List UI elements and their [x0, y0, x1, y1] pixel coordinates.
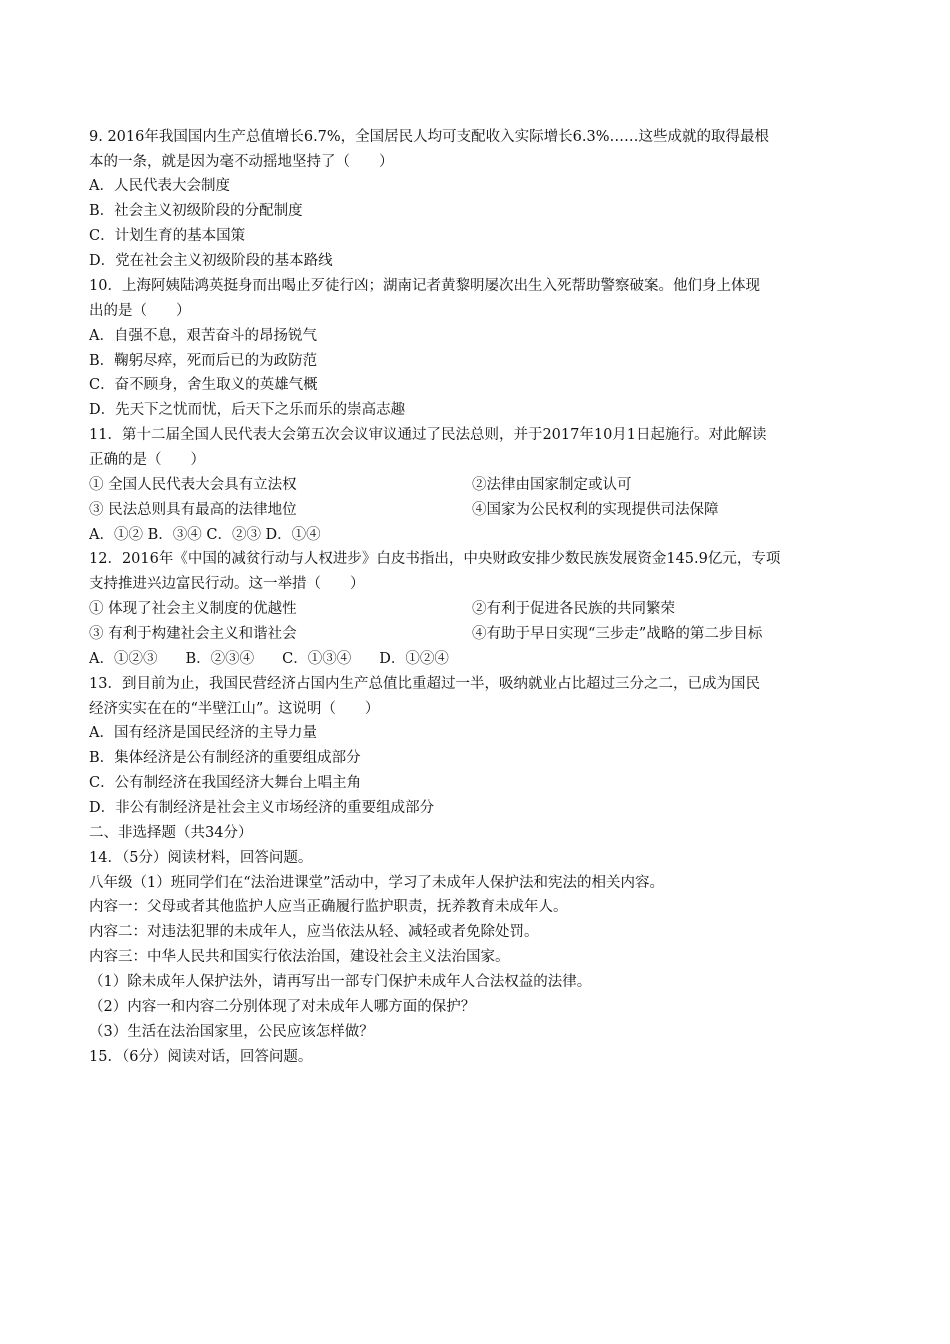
q12-stem-line-1: 12．2016年《中国的减贫行动与人权进步》白皮书指出，中央财政安排少数民族发展资金145.9亿元，专项: [89, 551, 781, 567]
q9-option-c: C．计划生育的基本国策: [89, 228, 246, 244]
q14-heading: 14．（5分）阅读材料，回答问题。: [89, 850, 313, 866]
q12-statement-3: ③ 有利于构建社会主义和谐社会: [89, 626, 297, 642]
q10-option-b: B．鞠躬尽瘁，死而后已的为政防范: [89, 353, 318, 369]
q12-statement-4: ④有助于早日实现“三步走”战略的第二步目标: [472, 626, 763, 642]
q12-options: [89, 648, 869, 670]
q12-statements-row-2: [89, 623, 869, 645]
q11-options: A．①② B．③④ C．②③ D．①④: [89, 527, 321, 543]
q11-statements-row-1: [89, 474, 869, 496]
q14-content-2: 内容二：对违法犯罪的未成年人，应当依法从轻、减轻或者免除处罚。: [89, 924, 539, 940]
q14-prompt-3: （3）生活在法治国家里，公民应该怎样做？: [89, 1024, 374, 1040]
section-2-title: 二、非选择题（共34分）: [89, 825, 253, 841]
q11-statement-4: ④国家为公民权利的实现提供司法保障: [472, 502, 719, 518]
q10-option-d: D．先天下之忧而忧，后天下之乐而乐的崇高志趣: [89, 402, 406, 418]
q10-option-c: C．奋不顾身，舍生取义的英雄气概: [89, 377, 318, 393]
q13-option-c: C．公有制经济在我国经济大舞台上唱主角: [89, 775, 362, 791]
q9-option-b: B．社会主义初级阶段的分配制度: [89, 203, 303, 219]
q12-option-d: D．①②④: [379, 651, 449, 667]
q10-stem-line-1: 10．上海阿姨陆鸿英挺身而出喝止歹徒行凶；湖南记者黄黎明屡次出生入死帮助警察破案。他们身上体现: [89, 278, 760, 294]
q13-stem-line-1: 13．到目前为止，我国民营经济占国内生产总值比重超过一半，吸纳就业占比超过三分之二，已成为国民: [89, 676, 760, 692]
q12-option-c: C．①③④: [282, 651, 352, 667]
q13-option-a: A．国有经济是国民经济的主导力量: [89, 725, 317, 741]
q9-option-d: D．党在社会主义初级阶段的基本路线: [89, 253, 333, 269]
q14-intro: 八年级（1）班同学们在“法治进课堂”活动中，学习了未成年人保护法和宪法的相关内容。: [89, 875, 665, 891]
q13-stem-line-2: 经济实实在在的“半壁江山”。这说明（ ）: [89, 701, 380, 717]
q12-statements-row-1: [89, 598, 869, 620]
q12-option-a: A．①②③: [89, 651, 158, 667]
q11-statement-2: ②法律由国家制定或认可: [472, 477, 632, 493]
q11-statements-row-2: [89, 499, 869, 521]
q9-option-a: A．人民代表大会制度: [89, 178, 230, 194]
q12-option-b: B．②③④: [185, 651, 255, 667]
q11-statement-1: ① 全国人民代表大会具有立法权: [89, 477, 297, 493]
q13-option-d: D．非公有制经济是社会主义市场经济的重要组成部分: [89, 800, 435, 816]
q11-stem-line-2: 正确的是（ ）: [89, 452, 205, 468]
q11-stem-line-1: 11．第十二届全国人民代表大会第五次会议审议通过了民法总则，并于2017年10月1日起施行。对此解读: [89, 427, 767, 443]
q14-content-1: 内容一：父母或者其他监护人应当正确履行监护职责，抚养教育未成年人。: [89, 899, 568, 915]
q9-stem-line-1: 9. 2016年我国国内生产总值增长6.7%，全国居民人均可支配收入实际增长6.3%……这些成就的取得最根: [89, 129, 770, 145]
q13-option-b: B．集体经济是公有制经济的重要组成部分: [89, 750, 361, 766]
q15-heading: 15．（6分）阅读对话，回答问题。: [89, 1049, 313, 1065]
q10-stem-line-2: 出的是（ ）: [89, 303, 191, 319]
q14-content-3: 内容三：中华人民共和国实行依法治国，建设社会主义法治国家。: [89, 949, 510, 965]
q14-prompt-2: （2）内容一和内容二分别体现了对未成年人哪方面的保护？: [89, 999, 476, 1015]
q11-statement-3: ③ 民法总则具有最高的法律地位: [89, 502, 297, 518]
q12-statement-2: ②有利于促进各民族的共同繁荣: [472, 601, 675, 617]
q10-option-a: A．自强不息，艰苦奋斗的昂扬锐气: [89, 328, 317, 344]
q9-stem-line-2: 本的一条，就是因为毫不动摇地坚持了（ ）: [89, 154, 394, 170]
q14-prompt-1: （1）除未成年人保护法外，请再写出一部专门保护未成年人合法权益的法律。: [89, 974, 592, 990]
q12-stem-line-2: 支持推进兴边富民行动。这一举措（ ）: [89, 576, 365, 592]
q12-statement-1: ① 体现了社会主义制度的优越性: [89, 601, 297, 617]
